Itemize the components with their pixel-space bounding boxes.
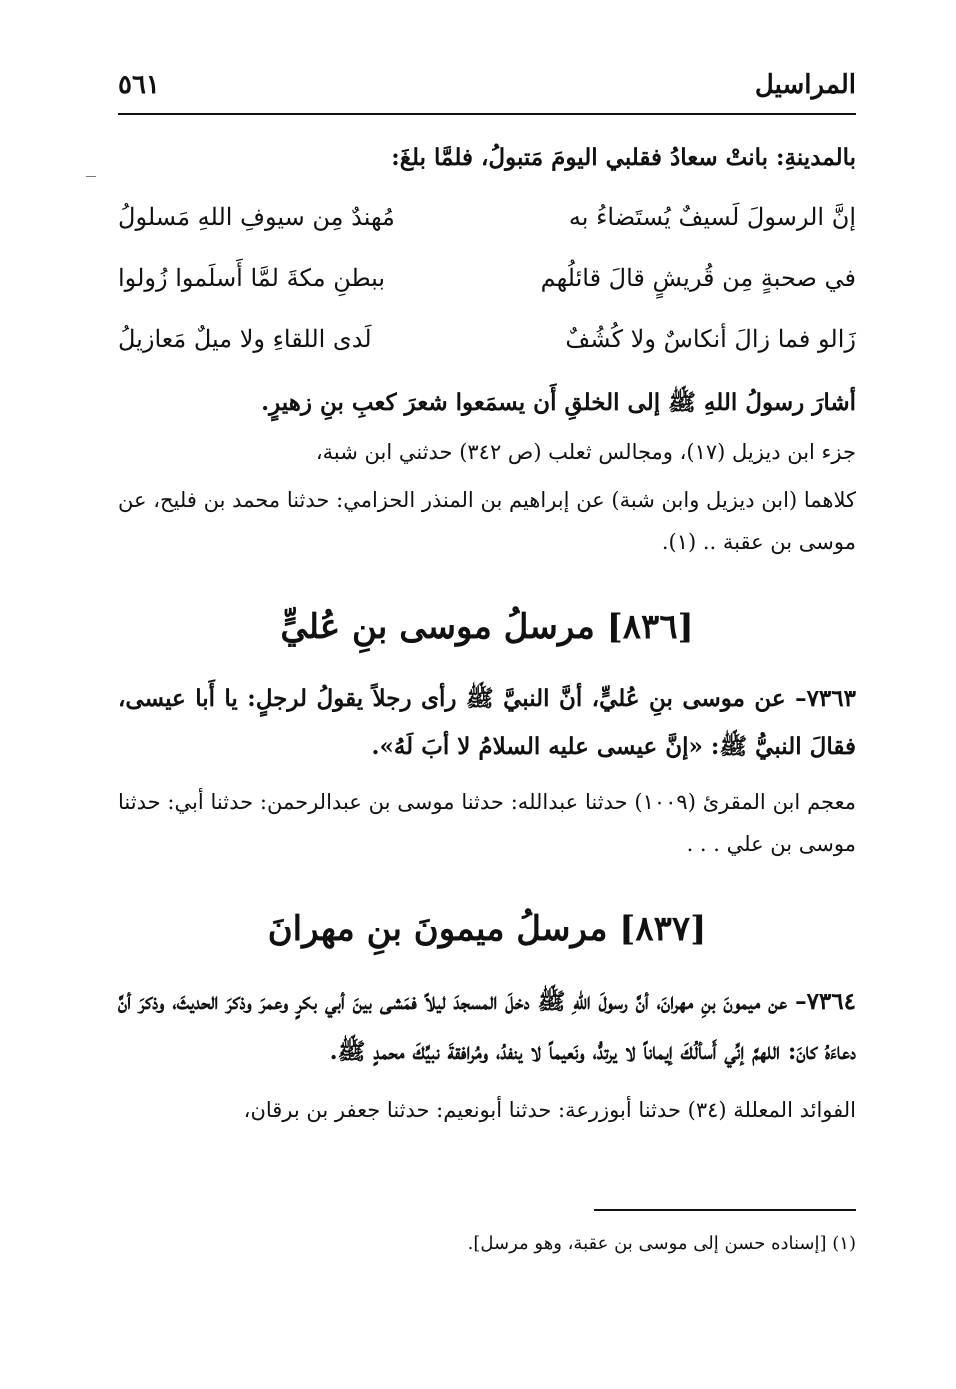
running-title: المراسيل bbox=[754, 70, 856, 100]
page-number: ٥٦١ bbox=[118, 70, 160, 100]
verse-first-hemistich: إنَّ الرسولَ لَسيفٌ يُستَضاءُ به bbox=[568, 202, 856, 231]
intro-line: بالمدينةِ: بانتْ سعادُ فقلبي اليومَ مَتبولُ، فلمَّا بلغَ: bbox=[391, 144, 856, 171]
source-citation: جزء ابن ديزيل (١٧)، ومجالس ثعلب (ص ٣٤٢) حدثني ابن شبة، bbox=[315, 440, 856, 464]
hadith-7364: ٧٣٦٤– عن ميمونَ بنِ مهرانَ، أنَّ رسولَ اللهِ ﷺ دخلَ المسجدَ ليلاً فمَشى بينَ أبي بكرٍ وعمرَ وذكرَ الحديثَ، وذكرَ أنَّ دعاءَهُ كانَ: اللهمَّ إنِّي أَسألُكَ إيماناً لا يرتدُّ، ونَعيماً لا ينفدُ، ومُرافقةَ نبيِّكَ محمدٍ ﷺ. bbox=[118, 988, 856, 1065]
page-header bbox=[118, 64, 856, 108]
poem-verse bbox=[118, 308, 856, 369]
scan-mark bbox=[86, 176, 96, 177]
verse-second-hemistich: لَدى اللقاءِ ولا ميلٌ مَعازيلُ bbox=[118, 324, 372, 353]
hadith-7362-ending: أشارَ رسولُ اللهِ ﷺ إلى الخلقِ أَن يسمَعوا شعرَ كعبِ بنِ زهيرٍ. bbox=[261, 389, 856, 416]
page-body bbox=[118, 128, 856, 1131]
footnote-separator bbox=[594, 1209, 856, 1211]
source-citation: الفوائد المعللة (٣٤) حدثنا أبوزرعة: حدثنا أبونعيم: حدثنا جعفر بن برقان، bbox=[243, 1098, 856, 1122]
footnote: (١) [إسناده حسن إلى موسى بن عقبة، وهو مرسل]. bbox=[467, 1233, 856, 1254]
hadith-7363: ٧٣٦٣– عن موسى بنِ عُليٍّ، أنَّ النبيَّ ﷺ رأى رجلاً يقولُ لرجلٍ: يا أَبا عيسى، فقالَ النبيُّ ﷺ: «إنَّ عيسى عليه السلامُ لا أبَ لَهُ». bbox=[118, 685, 856, 760]
verse-second-hemistich: مُهندٌ مِن سيوفِ اللهِ مَسلولُ bbox=[118, 202, 395, 231]
verse-first-hemistich: زَالو فما زالَ أنكاسٌ ولا كُشُفٌ bbox=[565, 324, 856, 353]
poem-verse bbox=[118, 247, 856, 308]
source-citation: معجم ابن المقرئ (١٠٠٩) حدثنا عبدالله: حدثنا موسى بن عبدالرحمن: حدثنا أبي: حدثنا موسى بن علي . . . bbox=[118, 790, 856, 856]
poem bbox=[118, 186, 856, 369]
source-citation: كلاهما (ابن ديزيل وابن شبة) عن إبراهيم بن المنذر الحزامي: حدثنا محمد بن فليح، عن موسى بن عقبة .. (١). bbox=[118, 488, 856, 554]
verse-first-hemistich: في صحبةٍ مِن قُريشٍ قالَ قائلُهم bbox=[540, 263, 856, 292]
section-heading-837: [٨٣٧] مرسلُ ميمونَ بنِ مهرانَ bbox=[267, 909, 707, 949]
section-heading-836: [٨٣٦] مرسلُ موسى بنِ عُليٍّ bbox=[280, 607, 694, 647]
header-rule bbox=[118, 113, 856, 115]
poem-verse bbox=[118, 186, 856, 247]
verse-second-hemistich: ببطنِ مكةَ لمَّا أَسلَموا زُولوا bbox=[118, 263, 386, 292]
